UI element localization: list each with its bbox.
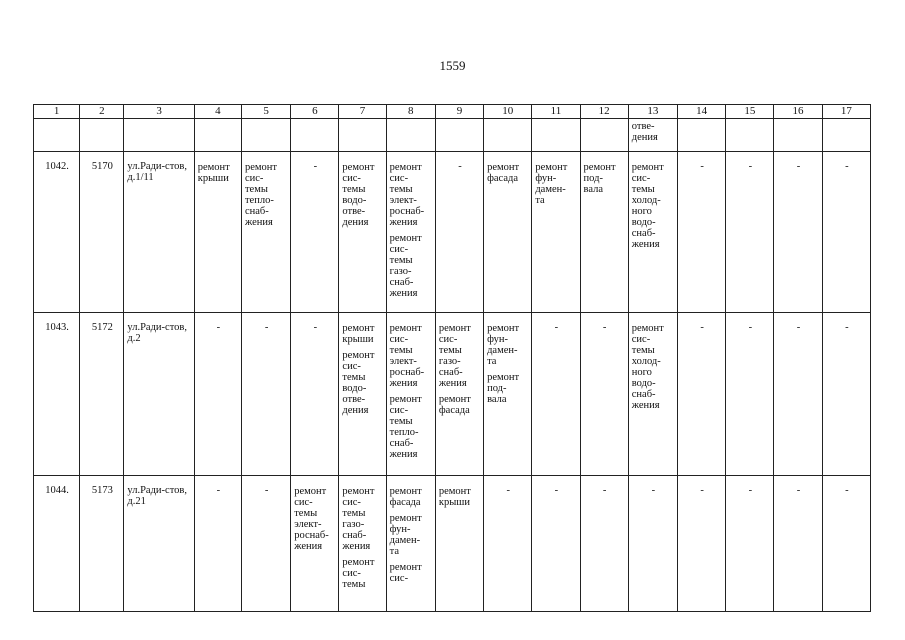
empty-dash-cell: - <box>774 476 822 612</box>
empty-dash-cell: - <box>241 476 290 612</box>
cell-text-line: темы <box>389 416 413 427</box>
cell-text-line: ремонт <box>389 233 422 244</box>
cell-text-line: сис- <box>438 334 458 345</box>
cell-text-line: водо- <box>631 378 656 389</box>
cell-text-line: дения <box>342 405 369 416</box>
cell-text-line: ремонт <box>535 162 568 173</box>
cell-text-line: элект- <box>389 356 417 367</box>
work-entry <box>535 154 577 206</box>
cell-text-line: снаб- <box>244 206 269 217</box>
cell-text-line: темы <box>342 579 366 590</box>
work-cell <box>532 152 580 313</box>
cell-text-line: под- <box>583 173 603 184</box>
cell-text-line: темы <box>342 508 366 519</box>
column-header: 17 <box>822 105 870 119</box>
cell-text-line: фун- <box>389 524 411 535</box>
work-entry <box>342 478 383 552</box>
cell-text-line: ремонт <box>438 486 471 497</box>
cell-text-line: крыши <box>197 173 229 184</box>
cell-text-line: сис- <box>389 573 409 584</box>
cell-text-line: снаб- <box>342 530 367 541</box>
work-entry <box>342 345 383 416</box>
cell-text-line: ул.Ради- <box>127 161 166 172</box>
repair-schedule-table <box>33 104 871 612</box>
work-entry <box>632 315 675 411</box>
cell-text-line: дения <box>342 217 369 228</box>
empty-dash-cell: - <box>532 313 580 476</box>
cell-text-line: та <box>535 195 545 206</box>
table-row <box>34 313 871 476</box>
table-cell <box>34 119 80 152</box>
cell-text-line: жения <box>438 378 467 389</box>
work-entry <box>198 154 239 184</box>
building-code: 5173 <box>80 476 124 612</box>
cell-text-line: отве- <box>631 121 655 132</box>
cell-text-line: сис- <box>389 405 409 416</box>
table-cell <box>774 119 822 152</box>
cell-text-line: жения <box>389 288 418 299</box>
table-cell <box>580 119 628 152</box>
column-header: 6 <box>291 105 339 119</box>
cell-text-line: дамен- <box>389 535 421 546</box>
cell-text-line: ремонт <box>487 372 520 383</box>
work-entry <box>245 154 288 228</box>
cell-text-line: крыши <box>342 334 374 345</box>
cell-text-line: та <box>487 356 497 367</box>
table-cell <box>726 119 774 152</box>
cell-text-line: жения <box>631 239 660 250</box>
cell-text-line: ремонт <box>389 394 422 405</box>
cell-text-line: под- <box>487 383 507 394</box>
work-cell <box>386 476 435 612</box>
cell-text-line: ремонт <box>389 323 422 334</box>
work-cell <box>435 476 483 612</box>
empty-dash-cell: - <box>677 313 725 476</box>
table-cell <box>484 119 532 152</box>
cell-text-line: роснаб- <box>389 367 425 378</box>
cell-text-line: газо- <box>438 356 461 367</box>
cell-text-line: ремонт <box>389 486 422 497</box>
work-entry <box>390 154 433 228</box>
cell-text-line: темы <box>342 372 366 383</box>
column-header: 10 <box>484 105 532 119</box>
cell-text-line: сис- <box>389 173 409 184</box>
cell-text-line: роснаб- <box>294 530 329 541</box>
table-row <box>34 152 871 313</box>
work-entry <box>390 389 433 460</box>
work-cell <box>435 313 483 476</box>
table-cell <box>241 119 290 152</box>
cell-text-line: ремонт <box>389 562 422 573</box>
work-cell <box>241 152 290 313</box>
cell-text-line: ного <box>631 367 652 378</box>
cell-text-line: вала <box>487 394 507 405</box>
empty-dash-cell: - <box>677 152 725 313</box>
cell-text-line: фасада <box>389 497 421 508</box>
table-row <box>34 476 871 612</box>
empty-dash-cell: - <box>580 476 628 612</box>
work-entry <box>487 367 529 405</box>
empty-dash-cell: - <box>484 476 532 612</box>
building-code: 5170 <box>80 152 124 313</box>
work-entry <box>487 315 529 367</box>
cell-text-line: фун- <box>535 173 557 184</box>
row-number: 1042. <box>34 152 80 313</box>
work-cell <box>291 476 339 612</box>
cell-text-line: темы <box>342 184 366 195</box>
work-cell <box>194 152 241 313</box>
cell-text-line: газо- <box>389 266 412 277</box>
cell-text-line: тепло- <box>244 195 274 206</box>
cell-text-line: дамен- <box>535 184 566 195</box>
cell-text-line: отве- <box>342 394 366 405</box>
cell-text-line: жения <box>244 217 273 228</box>
column-header: 4 <box>194 105 241 119</box>
column-header: 12 <box>580 105 628 119</box>
work-entry <box>390 478 433 508</box>
empty-dash-cell: - <box>532 476 580 612</box>
empty-dash-cell: - <box>822 476 870 612</box>
work-cell <box>339 476 386 612</box>
cell-text-line: роснаб- <box>389 206 425 217</box>
column-header: 8 <box>386 105 435 119</box>
row-number: 1044. <box>34 476 80 612</box>
cell-text-line: холод- <box>631 195 661 206</box>
cell-text-line: снаб- <box>631 389 656 400</box>
cell-text-line: жения <box>294 541 323 552</box>
work-cell <box>339 313 386 476</box>
cell-text-line: фун- <box>487 334 509 345</box>
cell-text-line: ремонт <box>244 162 277 173</box>
cell-text-line: ремонт <box>487 162 520 173</box>
work-entry <box>439 478 481 508</box>
empty-dash-cell: - <box>580 313 628 476</box>
work-cell <box>386 152 435 313</box>
cell-text-line: дамен- <box>487 345 518 356</box>
cell-text-line: снаб- <box>389 277 414 288</box>
cell-text-line: ремонт <box>342 486 375 497</box>
cell-text-line: ремонт <box>438 323 471 334</box>
cell-text-line: ремонт <box>631 162 664 173</box>
cell-text-line: темы <box>389 184 413 195</box>
cell-text-line: тепло- <box>389 427 419 438</box>
building-address <box>124 152 194 313</box>
cell-text-line: водо- <box>342 195 367 206</box>
page-number: 1559 <box>439 58 466 73</box>
cell-text-line: ремонт <box>342 350 375 361</box>
column-header: 3 <box>124 105 194 119</box>
column-header: 16 <box>774 105 822 119</box>
table-cell <box>194 119 241 152</box>
cell-text-line: сис- <box>342 361 361 372</box>
cell-text-line: ремонт <box>583 162 616 173</box>
table-cell <box>339 119 386 152</box>
cell-text-line: стов, д.1/11 <box>127 161 187 183</box>
cell-text-line: ремонт <box>389 513 422 524</box>
table-cell <box>80 119 124 152</box>
cell-text-line: стов, д.2 <box>127 322 187 344</box>
cell-text-line: ремонт <box>389 162 422 173</box>
cell-text-line: газо- <box>342 519 365 530</box>
cell-text-line: сис- <box>631 173 651 184</box>
building-code: 5172 <box>80 313 124 476</box>
work-cell <box>339 152 386 313</box>
table-cell <box>628 119 677 152</box>
cell-text-line: дения <box>631 132 658 143</box>
table-cell <box>435 119 483 152</box>
cell-text-line: отве- <box>342 206 366 217</box>
cell-text-line: стов, д.21 <box>127 485 187 507</box>
cell-text-line: элект- <box>294 519 322 530</box>
work-entry <box>390 315 433 389</box>
cell-text-line: темы <box>438 345 462 356</box>
work-cell <box>628 152 677 313</box>
cell-text-line: темы <box>294 508 318 519</box>
work-entry <box>342 315 383 345</box>
cell-text-line: снаб- <box>438 367 463 378</box>
cell-text-line: ремонт <box>197 162 230 173</box>
column-header: 15 <box>726 105 774 119</box>
column-header: 1 <box>34 105 80 119</box>
cell-text-line: темы <box>389 345 413 356</box>
empty-dash-cell: - <box>726 476 774 612</box>
cell-text-line: жения <box>631 400 660 411</box>
work-cell <box>628 313 677 476</box>
cell-text-line: темы <box>389 255 413 266</box>
empty-dash-cell: - <box>822 152 870 313</box>
row-number: 1043. <box>34 313 80 476</box>
work-entry <box>342 552 383 590</box>
cell-text-line: снаб- <box>631 228 656 239</box>
cell-text-line: ремонт <box>342 162 375 173</box>
table-cell <box>822 119 870 152</box>
column-header: 14 <box>677 105 725 119</box>
column-header: 5 <box>241 105 290 119</box>
empty-dash-cell: - <box>628 476 677 612</box>
table-cell <box>677 119 725 152</box>
work-entry <box>294 478 336 552</box>
cell-text-line: сис- <box>389 334 409 345</box>
cell-text-line: ремонт <box>438 394 471 405</box>
empty-dash-cell: - <box>291 313 339 476</box>
cell-text-line: темы <box>244 184 268 195</box>
work-entry <box>390 508 433 557</box>
work-cell <box>484 152 532 313</box>
column-header: 2 <box>80 105 124 119</box>
cell-text-line: ремонт <box>631 323 664 334</box>
continuation-row <box>34 119 871 152</box>
cell-text-line: ремонт <box>342 557 375 568</box>
cell-text-line: водо- <box>342 383 367 394</box>
empty-dash-cell: - <box>194 313 241 476</box>
empty-dash-cell: - <box>774 313 822 476</box>
empty-dash-cell: - <box>822 313 870 476</box>
empty-dash-cell: - <box>435 152 483 313</box>
cell-text-line: крыши <box>438 497 470 508</box>
cell-text-line: сис- <box>342 173 361 184</box>
building-address <box>124 313 194 476</box>
table-cell <box>532 119 580 152</box>
table-cell <box>386 119 435 152</box>
table-cell <box>124 119 194 152</box>
work-entry <box>632 121 675 143</box>
work-entry <box>390 228 433 299</box>
empty-dash-cell: - <box>774 152 822 313</box>
cell-text-line: жения <box>342 541 371 552</box>
header-row <box>34 105 871 119</box>
cell-text-line: темы <box>631 345 655 356</box>
empty-dash-cell: - <box>194 476 241 612</box>
cell-text-line: ремонт <box>487 323 520 334</box>
cell-text-line: сис- <box>389 244 409 255</box>
cell-text-line: ремонт <box>294 486 327 497</box>
cell-text-line: сис- <box>342 568 361 579</box>
cell-text-line: фасада <box>438 405 470 416</box>
work-entry <box>439 389 481 416</box>
cell-text-line: сис- <box>631 334 651 345</box>
cell-text-line: жения <box>389 217 418 228</box>
building-address <box>124 476 194 612</box>
cell-text-line: элект- <box>389 195 417 206</box>
cell-text-line: темы <box>631 184 655 195</box>
cell-text-line: жения <box>389 378 418 389</box>
empty-dash-cell: - <box>241 313 290 476</box>
empty-dash-cell: - <box>291 152 339 313</box>
cell-text-line: сис- <box>342 497 361 508</box>
column-header: 13 <box>628 105 677 119</box>
work-cell <box>386 313 435 476</box>
column-header: 9 <box>435 105 483 119</box>
cell-text-line: ного <box>631 206 652 217</box>
cell-text-line: снаб- <box>389 438 414 449</box>
cell-text-line: холод- <box>631 356 661 367</box>
column-header: 7 <box>339 105 386 119</box>
work-entry <box>632 154 675 250</box>
cell-text-line: ремонт <box>342 323 375 334</box>
cell-text-line: та <box>389 546 400 557</box>
cell-text-line: сис- <box>294 497 313 508</box>
empty-dash-cell: - <box>726 313 774 476</box>
work-cell <box>484 313 532 476</box>
cell-text-line: сис- <box>244 173 264 184</box>
table-cell <box>291 119 339 152</box>
work-entry <box>390 557 433 584</box>
cell-text-line: водо- <box>631 217 656 228</box>
work-entry <box>584 154 626 195</box>
cell-text-line: вала <box>583 184 604 195</box>
work-cell <box>580 152 628 313</box>
column-header: 11 <box>532 105 580 119</box>
cell-text-line: фасада <box>487 173 519 184</box>
cell-text-line: ул.Ради- <box>127 485 166 496</box>
work-entry <box>487 154 529 184</box>
work-entry <box>439 315 481 389</box>
cell-text-line: жения <box>389 449 418 460</box>
cell-text-line: ул.Ради- <box>127 322 166 333</box>
empty-dash-cell: - <box>677 476 725 612</box>
empty-dash-cell: - <box>726 152 774 313</box>
work-entry <box>342 154 383 228</box>
